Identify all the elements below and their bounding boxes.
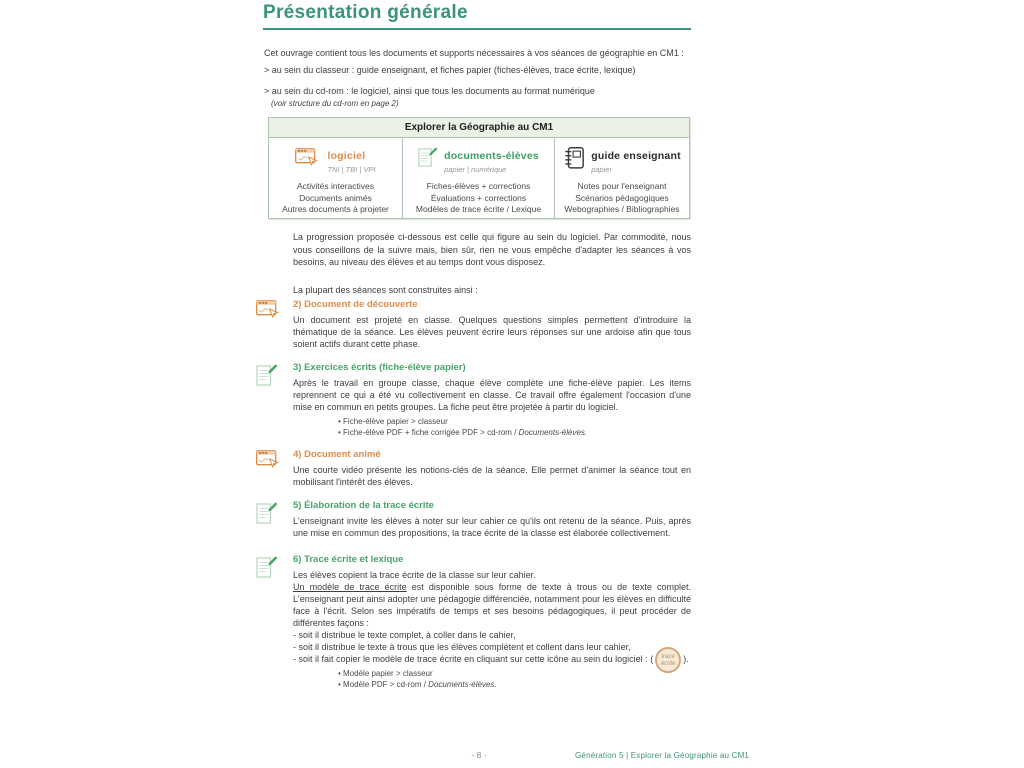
document-pencil-icon [256,554,278,586]
column-logiciel-subtitle: TNI | TBI | VPI [327,165,376,174]
column-logiciel-title: logiciel [327,150,366,162]
documents-item: Évaluations + corrections [430,192,527,203]
document-pencil-icon [418,145,438,175]
dash-option: - soit il fait copier le modèle de trace écrite en cliquant sur cette icône au sein du logiciel : ( trace écrite ). [293,653,691,665]
column-guide-titles [591,146,681,174]
section-document-decouverte [293,299,691,350]
intro-note: (voir structure du cd-rom en page 2) [271,99,399,108]
documents-item: Modèles de trace écrite / Lexique [415,204,542,214]
intro-bullet-cdrom: > au sein du cd-rom : le logiciel, ainsi que tous les documents au format numérique [264,86,595,96]
column-documents-titles [444,146,539,174]
overview-table-header: Explorer la Géographie au CM1 [269,118,689,138]
section-body: L'enseignant invite les élèves à noter sur leur cahier ce qu'ils ont retenu de la séance. Puis, après une mise en commun des propositions, la trace écrite de la classe est élaborée collectivement. [293,516,691,538]
projection-window-icon [256,300,282,325]
section-body: Après le travail en groupe classe, chaque élève complète une fiche-élève papier. Les items reprennent ce qui a été vu collectivement en classe. Ce travail offre également l'occasion d'une mise en commun en petits groupes. La fiche peut être projetée à partir du logiciel. [293,378,691,412]
section-trace-ecrite-lexique [293,554,691,690]
construction-line: La plupart des séances sont construites ainsi : [293,285,478,295]
section-title: 5) Élaboration de la trace écrite [293,500,434,511]
binder-icon [563,146,585,175]
sub-bullet: • Fiche-élève papier > classeur [338,417,448,426]
section-line: Les élèves copient la trace écrite de la classe sur leur cahier. [293,570,536,580]
section-body: Un document est projeté en classe. Quelques questions simples permettent d'introduire la thématique de la séance. Les élèves peuvent écrire leurs réponses sur une ardoise afin que tous soient actifs durant cette phase. [293,315,691,349]
dash-option: - soit il distribue le texte à trous que les élèves complètent et collent dans leur cahier, [293,642,631,652]
section-sub-bullets [338,417,691,438]
section-body: Un modèle de trace écrite est disponible sous forme de texte à trous ou de texte complet. L'enseignant peut ainsi adopter une pédagogie différenciée, notamment pour les élèves en difficulté face à l'écrit. Selon ses impératifs de temps et ses besoins pédagogiques, il peut procéder de différentes façons : [293,582,691,628]
page-number: - 8 - [471,750,487,760]
section-sub-bullets [338,669,691,690]
column-guide-subtitle: papier [591,165,613,174]
footer-credit: Génération 5 | Explorer la Géographie au CM1 [575,751,750,760]
logiciel-item: Activités interactives [297,181,374,191]
sub-bullet: • Fiche-élève PDF + fiche corrigée PDF > cd-rom / Documents-élèves. [338,427,588,437]
section-title: 4) Document animé [293,449,381,460]
documents-item: Fiches-élèves + corrections [426,181,531,191]
document-pencil-icon [256,500,278,532]
title-underline [263,28,691,30]
section-document-anime [293,449,691,488]
column-guide-title: guide enseignant [591,150,681,162]
guide-item: Scénarios pédagogiques [575,192,669,203]
trace-ecrite-software-icon: trace écrite [655,647,681,673]
projection-window-icon [256,450,282,475]
section-elaboration-trace-ecrite [293,500,691,539]
document-pencil-icon [256,362,278,394]
progression-paragraph: La progression proposée ci-dessous est celle qui figure au sein du logiciel. Par commodité, nous vous conseillons de la suivre mais, bien sûr, rien ne vous empêche d'adapter les séances à vos besoins, au niveau des élèves et au temps dont vous disposez. [293,232,691,267]
column-logiciel-titles [327,146,375,174]
intro-line: Cet ouvrage contient tous les documents et supports nécessaires à vos séances de géographie en CM1 : [264,48,684,58]
sub-bullet: • Modèle papier > classeur [338,669,433,678]
intro-bullet-classeur: > au sein du classeur : guide enseignant, et fiches papier (fiches-élèves, trace écrite, lexique) [264,65,636,75]
section-title: 3) Exercices écrits (fiche-élève papier) [293,362,466,373]
column-guide-enseignant [555,138,689,218]
sub-bullet: • Modèle PDF > cd-rom / Documents-élèves. [338,679,497,689]
section-title: 2) Document de découverte [293,299,418,310]
column-documents-eleves [403,138,555,218]
column-documents-subtitle: papier | numérique [444,165,507,174]
software-window-icon [295,148,321,173]
dash-option: - soit il distribue le texte complet, à coller dans le cahier, [293,630,516,640]
column-documents-title: documents-élèves [444,150,539,162]
guide-item: Notes pour l'enseignant [577,181,667,191]
section-exercices-ecrits [293,362,691,438]
section-body: Une courte vidéo présente les notions-clés de la séance. Elle permet d'animer la séance tout en mobilisant l'intérêt des élèves. [293,465,691,487]
column-logiciel [269,138,403,218]
section-title: 6) Trace écrite et lexique [293,554,404,565]
intro-block [264,47,716,110]
overview-table [268,117,690,219]
logiciel-item: Documents animés [299,192,372,203]
guide-item: Webographies / Bibliographies [564,204,680,214]
logiciel-item: Autres documents à projeter [282,204,389,214]
page-title: Présentation générale [263,2,468,23]
